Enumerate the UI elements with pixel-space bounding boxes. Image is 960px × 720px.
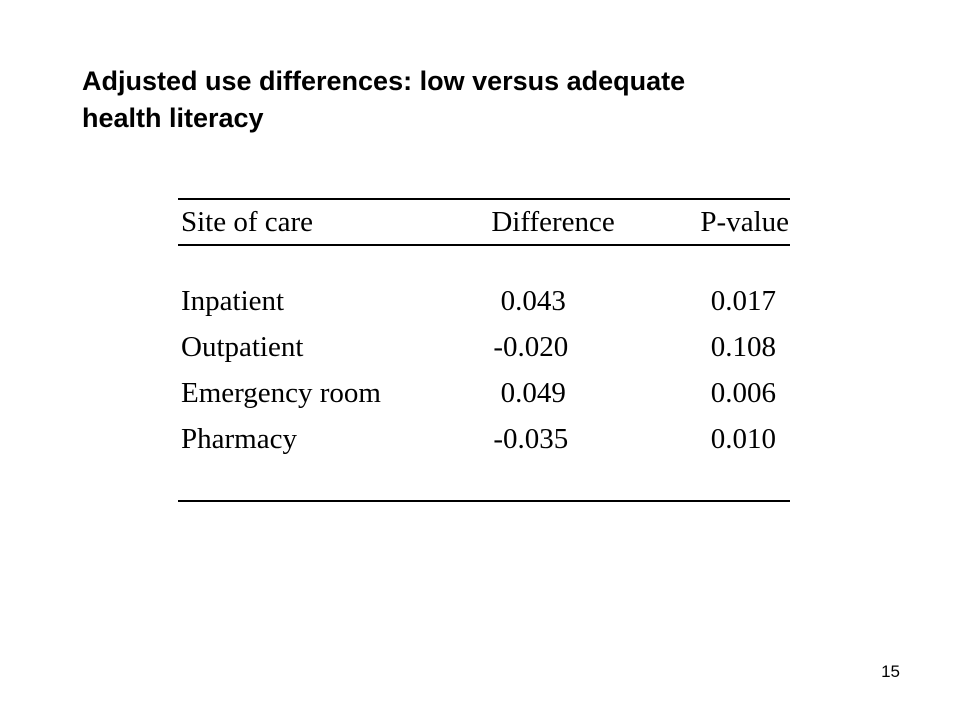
cell-difference: 0.043 xyxy=(493,284,566,317)
header-p-value: P-value xyxy=(660,199,790,245)
table-header-row xyxy=(178,199,790,245)
slide-title xyxy=(82,63,842,137)
table-spacer-bottom xyxy=(178,462,790,501)
table-spacer-top xyxy=(178,245,790,278)
cell-site: Pharmacy xyxy=(181,422,297,455)
cell-difference: 0.049 xyxy=(493,376,566,409)
cell-site: Outpatient xyxy=(181,330,304,363)
table-row xyxy=(178,324,790,370)
cell-site: Inpatient xyxy=(181,284,285,317)
header-site-of-care: Site of care xyxy=(178,199,479,245)
cell-p-value: 0.108 xyxy=(710,330,776,363)
page-number: 15 xyxy=(881,662,900,681)
table-row xyxy=(178,278,790,324)
results-table xyxy=(178,198,790,502)
slide-title-line2: health literacy xyxy=(82,103,264,133)
header-difference: Difference xyxy=(479,199,660,245)
table-row xyxy=(178,370,790,416)
cell-p-value: 0.006 xyxy=(710,376,776,409)
cell-p-value: 0.010 xyxy=(710,422,776,455)
cell-difference: -0.035 xyxy=(493,422,569,455)
cell-p-value: 0.017 xyxy=(710,284,776,317)
slide-title-line1: Adjusted use differences: low versus adequate xyxy=(82,66,686,96)
cell-site: Emergency room xyxy=(181,376,381,409)
table-row xyxy=(178,416,790,462)
cell-difference: -0.020 xyxy=(493,330,569,363)
